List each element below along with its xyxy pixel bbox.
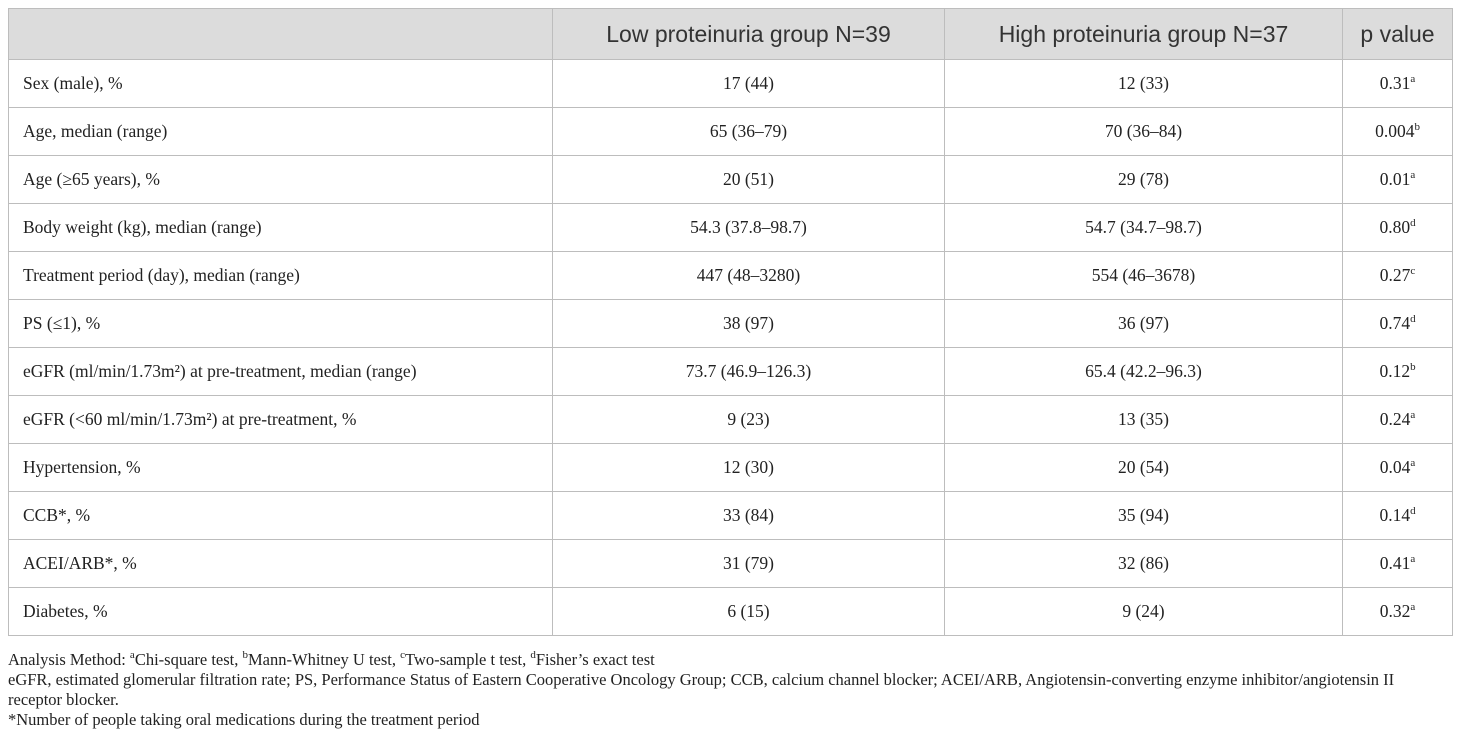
p-value-cell [1343, 108, 1453, 156]
row-label: CCB*, % [9, 492, 553, 540]
table-row [9, 300, 1453, 348]
p-value-cell [1343, 60, 1453, 108]
row-label: Treatment period (day), median (range) [9, 252, 553, 300]
p-value-superscript: d [1410, 313, 1416, 325]
row-label: eGFR (ml/min/1.73m²) at pre-treatment, median (range) [9, 348, 553, 396]
row-label: Age (≥65 years), % [9, 156, 553, 204]
p-value-cell [1343, 204, 1453, 252]
p-value-superscript: d [1410, 505, 1416, 517]
analysis-prefix: Analysis Method: [8, 650, 130, 669]
table-row [9, 492, 1453, 540]
p-value-superscript: a [1410, 169, 1416, 181]
method-superscript: a [129, 649, 135, 661]
table-row [9, 588, 1453, 636]
table-header [9, 9, 1453, 60]
p-value-superscript: a [1410, 601, 1416, 613]
p-value-cell [1343, 300, 1453, 348]
p-value: 0.32 [1379, 601, 1411, 621]
low-group-value: 20 (51) [553, 156, 945, 204]
method-text: Chi-square test, [134, 650, 243, 669]
high-group-value: 70 (36–84) [945, 108, 1343, 156]
p-value-superscript: a [1410, 457, 1416, 469]
low-group-value: 54.3 (37.8–98.7) [553, 204, 945, 252]
footnotes [8, 650, 1452, 730]
analysis-methods [130, 650, 655, 669]
analysis-method-note [8, 650, 1452, 670]
low-group-value: 65 (36–79) [553, 108, 945, 156]
row-label: eGFR (<60 ml/min/1.73m²) at pre-treatment, % [9, 396, 553, 444]
p-value-superscript: a [1410, 409, 1416, 421]
p-value: 0.31 [1379, 73, 1411, 93]
high-group-value: 35 (94) [945, 492, 1343, 540]
row-label: Age, median (range) [9, 108, 553, 156]
p-value-cell [1343, 396, 1453, 444]
p-value: 0.41 [1379, 553, 1411, 573]
p-value-cell [1343, 444, 1453, 492]
row-label: Hypertension, % [9, 444, 553, 492]
row-label: Diabetes, % [9, 588, 553, 636]
table-row [9, 60, 1453, 108]
asterisk-note: *Number of people taking oral medications during the treatment period [8, 710, 480, 729]
p-value: 0.004 [1375, 121, 1415, 141]
p-value: 0.24 [1379, 409, 1411, 429]
high-group-value: 54.7 (34.7–98.7) [945, 204, 1343, 252]
p-value-superscript: b [1410, 361, 1416, 373]
p-value: 0.27 [1379, 265, 1411, 285]
table-row [9, 156, 1453, 204]
table-container [8, 8, 1452, 636]
header-blank [9, 9, 553, 60]
p-value: 0.12 [1379, 361, 1411, 381]
p-value-superscript: b [1414, 121, 1420, 133]
p-value-cell [1343, 492, 1453, 540]
table-row [9, 540, 1453, 588]
high-group-value: 9 (24) [945, 588, 1343, 636]
p-value-cell [1343, 252, 1453, 300]
low-group-value: 447 (48–3280) [553, 252, 945, 300]
method-superscript: c [400, 649, 406, 661]
table-row [9, 348, 1453, 396]
p-value-cell [1343, 156, 1453, 204]
method-text: Fisher’s exact test [535, 650, 655, 669]
table-row [9, 252, 1453, 300]
low-group-value: 12 (30) [553, 444, 945, 492]
p-value-cell [1343, 540, 1453, 588]
method-text: Mann-Whitney U test, [248, 650, 401, 669]
table-row [9, 204, 1453, 252]
p-value-cell [1343, 348, 1453, 396]
p-value: 0.04 [1379, 457, 1411, 477]
high-group-value: 29 (78) [945, 156, 1343, 204]
high-group-value: 12 (33) [945, 60, 1343, 108]
table-row [9, 108, 1453, 156]
high-group-value: 32 (86) [945, 540, 1343, 588]
method-superscript: d [530, 649, 536, 661]
high-group-value: 13 (35) [945, 396, 1343, 444]
low-group-value: 31 (79) [553, 540, 945, 588]
characteristics-table [8, 8, 1453, 636]
p-value: 0.14 [1379, 505, 1411, 525]
row-label: Body weight (kg), median (range) [9, 204, 553, 252]
low-group-value: 33 (84) [553, 492, 945, 540]
method-text: Two-sample t test, [405, 650, 531, 669]
low-group-value: 38 (97) [553, 300, 945, 348]
p-value: 0.80 [1379, 217, 1411, 237]
low-group-value: 73.7 (46.9–126.3) [553, 348, 945, 396]
method-superscript: b [242, 649, 248, 661]
high-group-value: 36 (97) [945, 300, 1343, 348]
low-group-value: 17 (44) [553, 60, 945, 108]
p-value-superscript: a [1410, 73, 1416, 85]
row-label: Sex (male), % [9, 60, 553, 108]
row-label: ACEI/ARB*, % [9, 540, 553, 588]
header-row [9, 9, 1453, 60]
table-body [9, 60, 1453, 636]
table-row [9, 444, 1453, 492]
p-value-superscript: d [1410, 217, 1416, 229]
p-value: 0.74 [1379, 313, 1411, 333]
header-high-proteinuria: High proteinuria group N=37 [945, 9, 1343, 60]
p-value-superscript: a [1410, 553, 1416, 565]
p-value-superscript: c [1410, 265, 1416, 277]
p-value: 0.01 [1379, 169, 1411, 189]
header-low-proteinuria: Low proteinuria group N=39 [553, 9, 945, 60]
low-group-value: 6 (15) [553, 588, 945, 636]
table-row [9, 396, 1453, 444]
low-group-value: 9 (23) [553, 396, 945, 444]
high-group-value: 554 (46–3678) [945, 252, 1343, 300]
abbreviations-note: eGFR, estimated glomerular filtration rate; PS, Performance Status of Eastern Cooperative Oncology Group; CCB, calcium channel blocker; ACEI/ARB, Angiotensin-converting enzyme inhibitor/angiotensin II receptor blocker. [8, 670, 1395, 709]
p-value-cell [1343, 588, 1453, 636]
high-group-value: 65.4 (42.2–96.3) [945, 348, 1343, 396]
row-label: PS (≤1), % [9, 300, 553, 348]
high-group-value: 20 (54) [945, 444, 1343, 492]
header-p-value: p value [1343, 9, 1453, 60]
